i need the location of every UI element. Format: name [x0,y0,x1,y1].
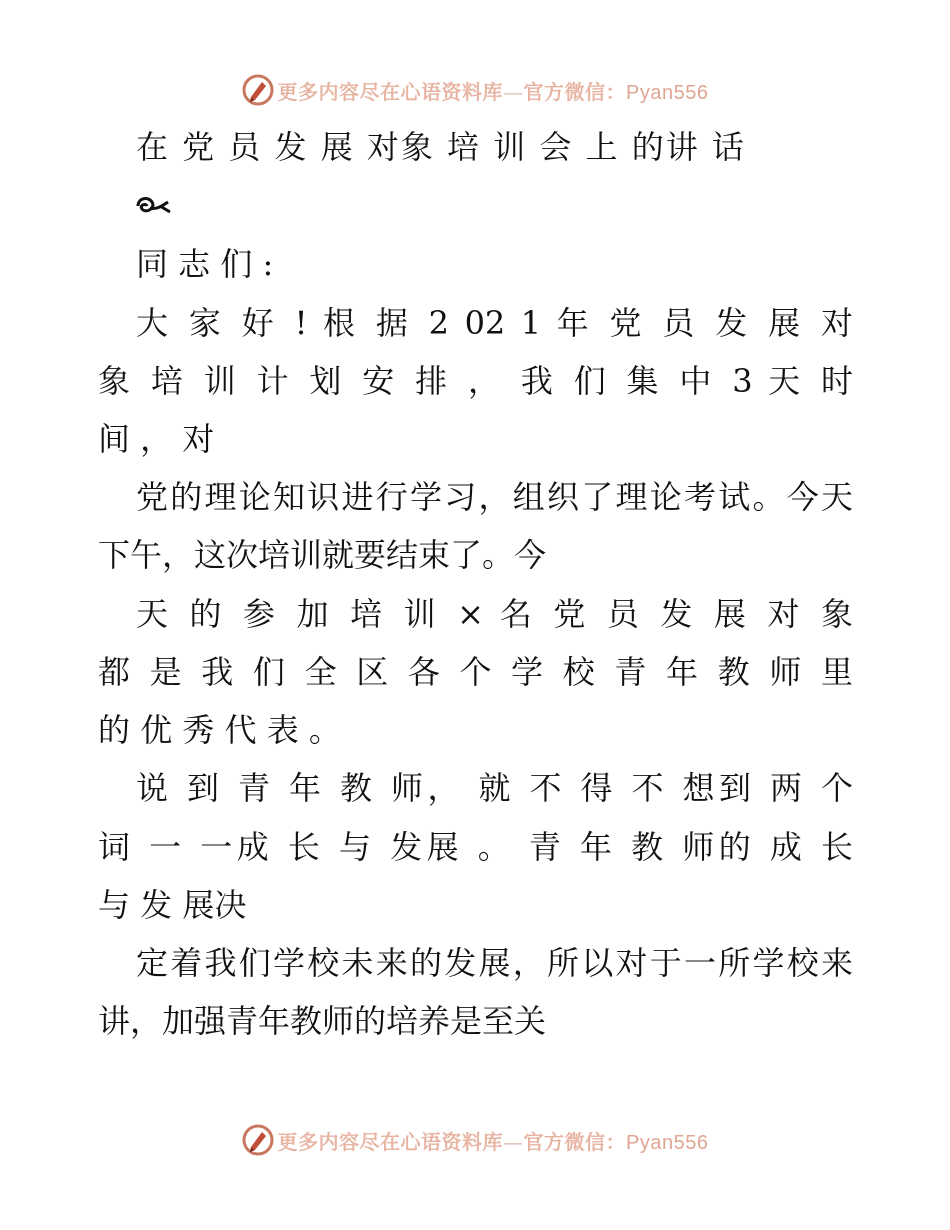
paragraph-line: 说 到 青 年 教 师， 就 不 得 不 想到 两 个 [136,769,853,807]
watermark-banner-bottom [0,1120,950,1160]
paragraph-line: 与 发 展决 [98,886,247,924]
paragraph-line: 天 的 参 加 培 训 × 名 党 员 发 展 对 象 [136,595,853,633]
watermark-banner-top [0,70,950,110]
pen-logo-icon [242,74,274,106]
ornament-icon [134,192,174,220]
greeting-line: 同 志 们 : [136,245,274,283]
paragraph-line: 大 家 好 ! 根 据 2 02 1 年 党 员 发 展 对 [136,304,853,342]
pen-logo-icon [242,1124,274,1156]
paragraph-line: 象 培 训 计 划 安 排 ， 我 们 集 中 3 天 时 [98,362,853,400]
paragraph-line: 党的理论知识进行学习，组织了理论考试。今天 [136,478,853,516]
paragraph-line: 词 一 一成 长 与 发展 。 青 年 教 师的 成 长 [98,828,853,866]
paragraph-line: 下午，这次培训就要结束了。今 [98,536,547,574]
paragraph-line: 讲，加强青年教师的培养是至关 [98,1002,547,1040]
document-title: 在 党 员 发 展 对象 培 训 会 上 的讲 话 [136,128,746,166]
paragraph-line: 都 是 我 们 全 区 各 个 学 校 青 年 教 师 里 [98,653,853,691]
paragraph-line: 的 优 秀 代 表 。 [98,711,341,749]
paragraph-line: 定着我们学校未来的发展，所以对于一所学校来 [136,944,853,982]
watermark-text: 更多内容尽在心语资料库—官方微信：Pyan556 [277,1129,709,1154]
paragraph-line: 间 ， 对 [98,420,215,458]
watermark-text: 更多内容尽在心语资料库—官方微信：Pyan556 [277,79,709,104]
